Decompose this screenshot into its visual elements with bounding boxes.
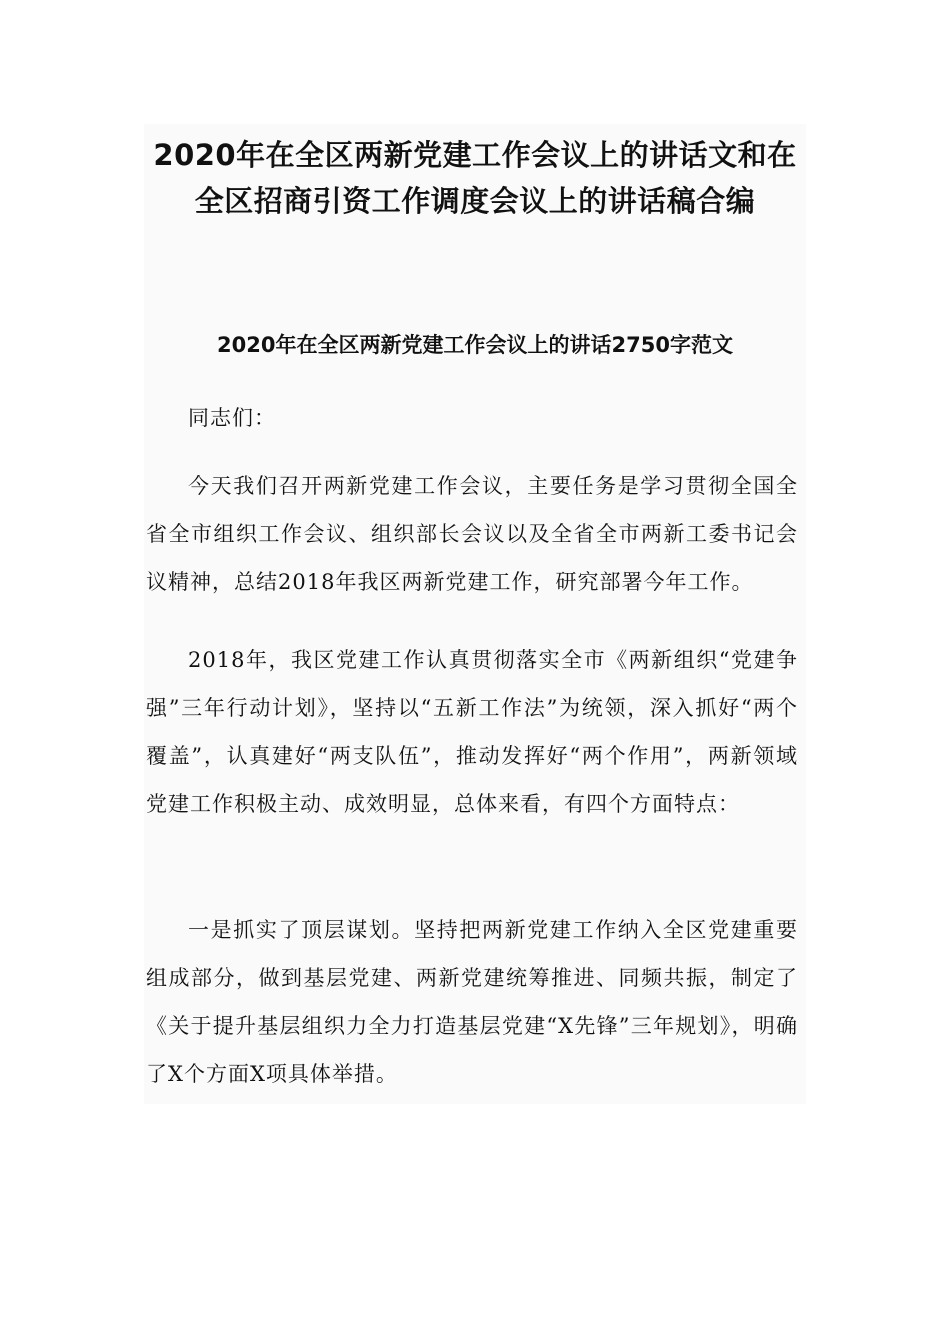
paragraph-greeting: 同志们： (188, 406, 276, 430)
paragraph-summary: 2018年，我区党建工作认真贯彻落实全市《两新组织“党建争强”三年行动计划》，坚持以“五新工作法”为统领，深入抓好“两个覆盖”，认真建好“两支队伍”，推动发挥好“两个作用”，两新领域党建工作积极主动、成效明显，总体来看，有四个方面特点： (146, 648, 798, 816)
document-title: 2020年在全区两新党建工作会议上的讲话文和在全区招商引资工作调度会议上的讲话稿合编 (153, 138, 797, 218)
paragraph-point-one: 一是抓实了顶层谋划。坚持把两新党建工作纳入全区党建重要组成部分，做到基层党建、两新党建统筹推进、同频共振，制定了《关于提升基层组织力全力打造基层党建“X先锋”三年规划》，明确了X个方面X项具体举措。 (146, 918, 798, 1086)
section-title: 2020年在全区两新党建工作会议上的讲话2750字范文 (217, 333, 733, 357)
paragraph-intro: 今天我们召开两新党建工作会议，主要任务是学习贯彻全国全省全市组织工作会议、组织部长会议以及全省全市两新工委书记会议精神，总结2018年我区两新党建工作，研究部署今年工作。 (146, 474, 798, 594)
